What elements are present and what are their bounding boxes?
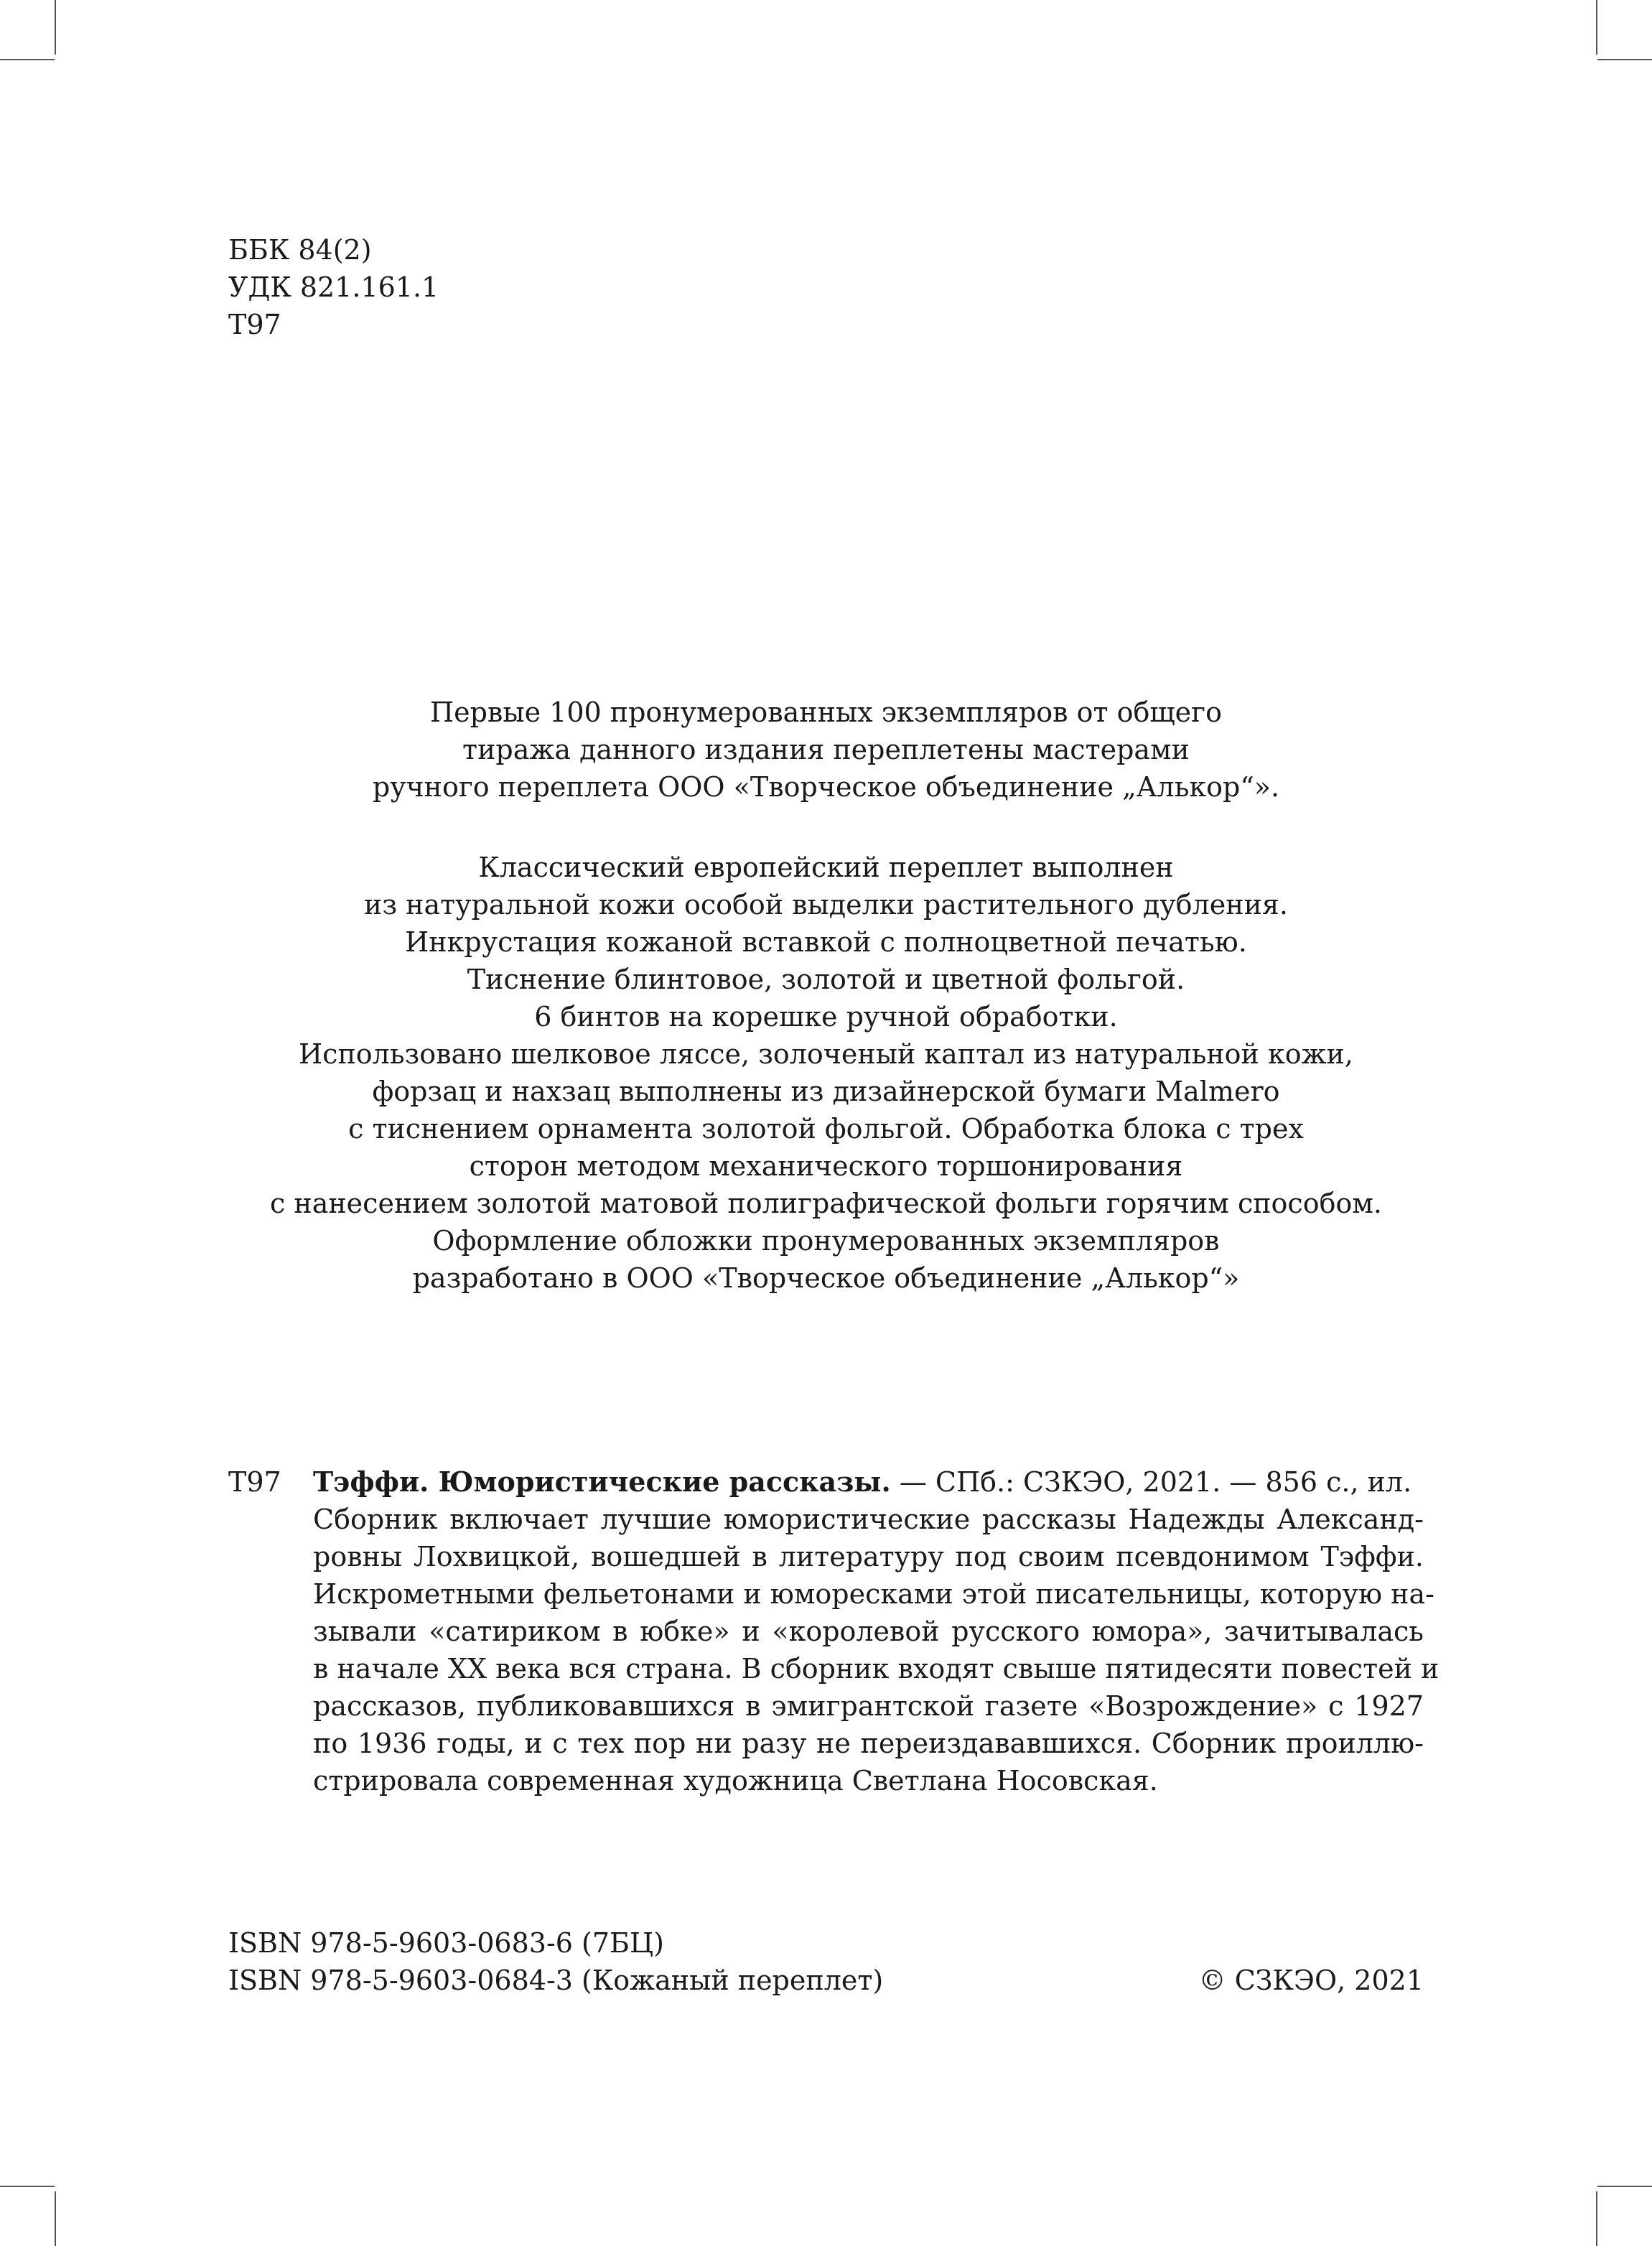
annotation-line: в начале XX века вся страна. В сборник входят свыше пятидесяти повестей и	[313, 1653, 1439, 1684]
binding-note-line: Оформление обложки пронумерованных экземпляров	[432, 1225, 1220, 1257]
binding-note-line: разработано в ООО «Творческое объединение „Алькор“»	[412, 1262, 1240, 1294]
annotation-code: Т97	[228, 1466, 281, 1498]
edition-note	[228, 694, 1424, 806]
copyright: © СЗКЭО, 2021	[1198, 1965, 1424, 1996]
bbk-code: ББК 84(2)	[228, 234, 372, 266]
annotation-line: рассказов, публиковавшихся в эмигрантской газете «Возрождение» с 1927	[313, 1690, 1424, 1722]
isbn-second: ISBN 978-5-9603-0684-3 (Кожаный переплет)	[228, 1965, 884, 1996]
crop-mark	[55, 0, 56, 55]
author-mark: Т97	[228, 309, 281, 340]
binding-note-line: форзац и нахзац выполнены из дизайнерской бумаги Malmero	[372, 1076, 1280, 1107]
annotation-line: по 1936 годы, и с тех пор ни разу не переиздававшихся. Сборник проиллю-	[313, 1728, 1424, 1759]
annotation	[228, 1463, 1439, 1799]
crop-mark	[55, 2191, 56, 2246]
edition-note-line: тиража данного издания переплетены мастерами	[462, 734, 1190, 765]
annotation-heading	[228, 1463, 1424, 1501]
binding-note-line: с тиснением орнамента золотой фольгой. Обработка блока с трех	[348, 1113, 1304, 1145]
udk-code: УДК 821.161.1	[228, 271, 439, 303]
crop-mark	[1597, 2186, 1652, 2187]
edition-note-line: ручного переплета ООО «Творческое объединение „Алькор“».	[372, 771, 1280, 803]
annotation-title: Тэффи. Юмористические рассказы.	[313, 1466, 891, 1498]
annotation-line: Сборник включает лучшие юмористические рассказы Надежды Александ-	[313, 1504, 1424, 1535]
annotation-line: зывали «сатириком в юбке» и «королевой русского юмора», зачитывалась	[313, 1616, 1424, 1647]
annotation-imprint: — СПб.: СЗКЭО, 2021. — 856 с., ил.	[890, 1466, 1412, 1498]
binding-note-line: сторон методом механического торшонирования	[469, 1150, 1183, 1182]
annotation-body	[313, 1501, 1439, 1799]
crop-mark	[1596, 2191, 1597, 2246]
crop-mark	[0, 59, 55, 60]
edition-note-line: Первые 100 пронумерованных экземпляров от общего	[430, 696, 1222, 728]
annotation-line: стрировала современная художница Светлана Носовская.	[313, 1765, 1158, 1797]
isbn-row	[228, 1924, 1424, 1962]
classification-block	[228, 231, 803, 343]
binding-note-line: Классический европейский переплет выполнен	[478, 852, 1174, 883]
binding-note-line: с нанесением золотой матовой полиграфической фольги горячим способом.	[270, 1188, 1382, 1219]
crop-mark	[1596, 0, 1597, 55]
annotation-line: Искрометными фельетонами и юморесками этой писательницы, которую на-	[313, 1578, 1434, 1610]
binding-note	[228, 849, 1424, 1297]
annotation-line: ровны Лохвицкой, вошедшей в литературу под своим псевдонимом Тэффи.	[313, 1541, 1424, 1572]
binding-note-line: из натуральной кожи особой выделки растительного дубления.	[364, 889, 1288, 921]
isbn-block	[228, 1924, 1424, 1999]
binding-note-line: Инкрустация кожаной вставкой с полноцветной печатью.	[405, 926, 1247, 958]
binding-note-line: Тиснение блинтовое, золотой и цветной фольгой.	[467, 964, 1185, 995]
isbn-row	[228, 1962, 1424, 1999]
binding-note-line: Использовано шелковое ляссе, золоченый каптал из натуральной кожи,	[299, 1038, 1353, 1070]
crop-mark	[0, 2186, 55, 2187]
isbn-first: ISBN 978-5-9603-0683-6 (7БЦ)	[228, 1927, 664, 1959]
binding-note-line: 6 бинтов на корешке ручной обработки.	[534, 1001, 1118, 1033]
crop-mark	[1597, 59, 1652, 60]
